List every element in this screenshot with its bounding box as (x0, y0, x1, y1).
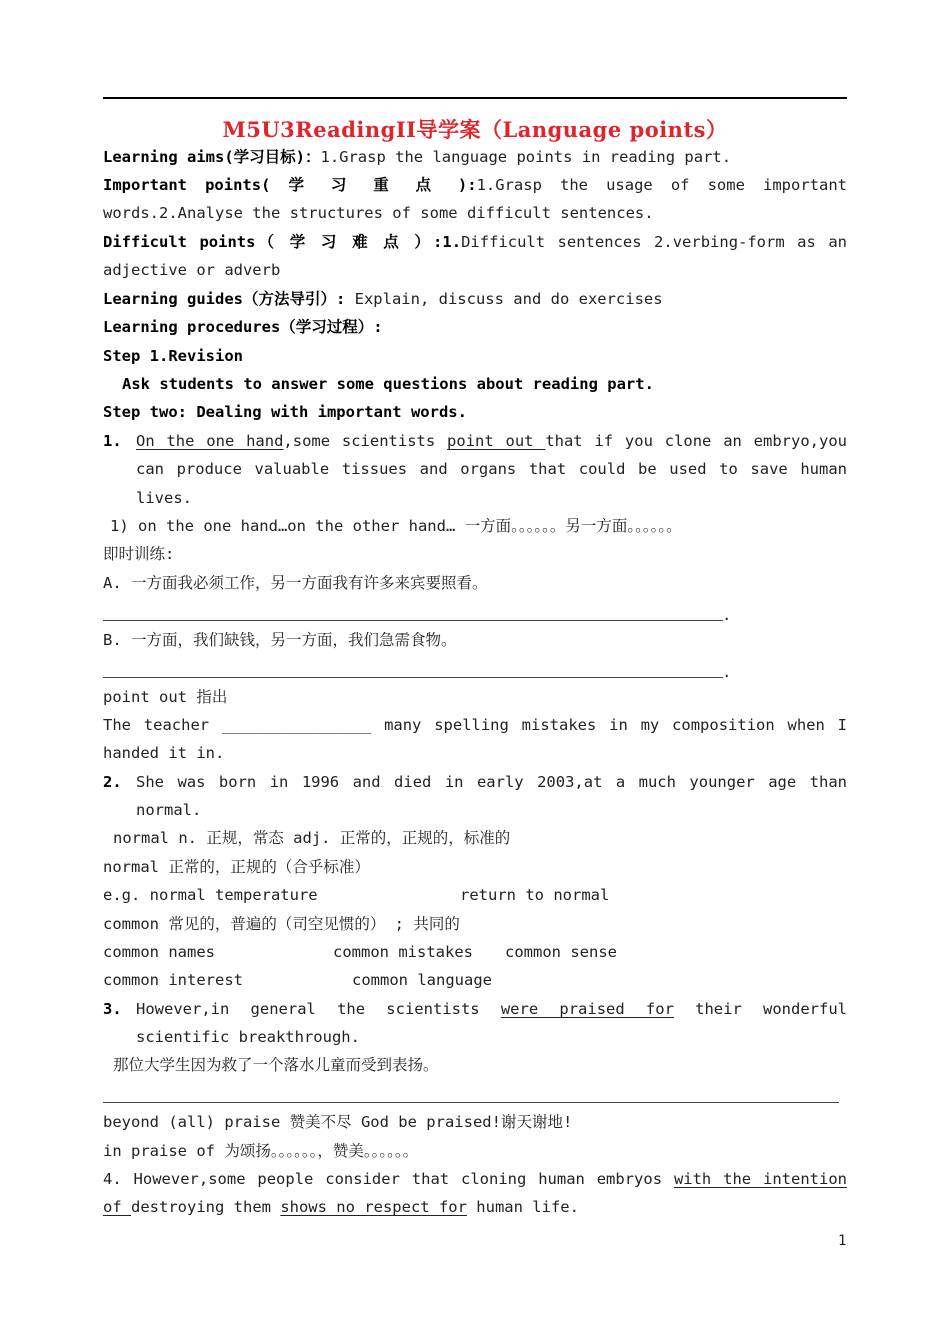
item3-num: 3. (103, 1000, 122, 1018)
beyond-praise: beyond (all) praise 赞美不尽 God be praised!谢天谢地! (103, 1113, 573, 1131)
step1-heading: Step 1.Revision (103, 347, 243, 365)
normal-eg-2: return to normal (460, 886, 610, 904)
aims-line (103, 143, 847, 171)
practice-label: 即时训练: (103, 545, 175, 563)
page-title: M5U3ReadingII导学案（Language points） (222, 117, 728, 142)
answer-line-c (103, 1102, 839, 1103)
difficult-label: Difficult points（ 学 习 难 点 ）: (103, 233, 443, 251)
item3-line-2: scientific breakthrough. (136, 1028, 360, 1046)
pointout-line-2: handed it in. (103, 744, 225, 762)
pointout-text-1: The teacher (103, 716, 210, 734)
item2-line-2: normal. (136, 801, 202, 819)
pointout-line-1 (103, 711, 847, 739)
guides-line (103, 285, 847, 313)
item1-sub: 1) on the one hand…on the other hand… 一方面。。。。。。另一方面。。。。。。 (110, 517, 682, 535)
item3-text-2: their wonderful (673, 1000, 848, 1018)
pointout-heading: point out 指出 (103, 688, 228, 706)
difficult-text-1: Difficult sentences 2.verbing-form as an (461, 233, 847, 251)
in-praise-of: in praise of 为颂扬。。。。。。，赞美。。。。。。 (103, 1142, 419, 1160)
guides-label: Learning guides（方法导引）: (103, 290, 346, 308)
common-names: common names (103, 943, 215, 961)
step2-heading: Step two: Dealing with important words. (103, 403, 467, 421)
answer-dot-b: . (722, 663, 732, 681)
answer-line-b (103, 677, 723, 678)
item4-text-2: destroying them (131, 1198, 281, 1216)
difficult-num: 1. (442, 233, 462, 251)
step1-text: Ask students to answer some questions about reading part. (122, 375, 654, 393)
normal-def-2: normal 正常的，正规的（合乎标准） (103, 858, 370, 876)
practice-b: B. 一方面，我们缺钱，另一方面，我们急需食物。 (103, 631, 457, 649)
item1-text-1: ,some scientists (283, 432, 448, 450)
aims-label: Learning aims(学习目标)： (103, 148, 321, 166)
aims-text: 1.Grasp the language points in reading part. (320, 148, 732, 166)
common-mistakes: common mistakes (333, 943, 473, 961)
procedures-label: Learning procedures（学习过程）: (103, 318, 383, 336)
item3-translation: 那位大学生因为救了一个落水儿童而受到表扬。 (113, 1056, 439, 1074)
common-sense: common sense (505, 943, 617, 961)
answer-dot-a: . (722, 606, 732, 624)
guides-text: Explain, discuss and do exercises (345, 290, 663, 308)
important-line-1 (103, 171, 847, 199)
important-text-1: 1.Grasp the usage of some important (476, 176, 847, 194)
difficult-line-2: adjective or adverb (103, 261, 281, 279)
answer-line-a (103, 620, 723, 621)
item2-num: 2. (103, 773, 122, 791)
pointout-blank: ________________ (221, 716, 372, 734)
phrase-shows-no-respect-for: shows no respect for (280, 1198, 467, 1216)
phrase-of: of (103, 1198, 131, 1216)
common-interest: common interest (103, 971, 243, 989)
common-language: common language (352, 971, 492, 989)
item1-line-2: can produce valuable tissues and organs that could be used to save human (136, 460, 847, 478)
item4-text-1: 4. However,some people consider that cloning human embryos (103, 1170, 674, 1188)
item1-num: 1. (103, 432, 122, 450)
phrase-on-the-one-hand: On the one hand (136, 432, 284, 450)
difficult-line-1 (103, 228, 847, 256)
important-label: Important points( 学 习 重 点 ): (103, 176, 477, 194)
normal-def-1: normal n. 正规，常态 adj. 正常的，正规的，标准的 (113, 829, 511, 847)
normal-eg-1: e.g. normal temperature (103, 886, 318, 904)
item1-line-1 (136, 427, 847, 455)
common-def: common 常见的，普遍的（司空见惯的） ; 共同的 (103, 915, 460, 933)
practice-a: A. 一方面我必须工作，另一方面我有许多来宾要照看。 (103, 574, 488, 592)
item3-text-1: However,in general the scientists (136, 1000, 501, 1018)
important-line-2: words.2.Analyse the structures of some difficult sentences. (103, 204, 654, 222)
item4-line-2 (103, 1193, 847, 1221)
item1-line-3: lives. (136, 489, 192, 507)
page-number: 1 (838, 1233, 847, 1249)
item4-text-3: human life. (466, 1198, 579, 1216)
item2-line-1: She was born in 1996 and died in early 2003,at a much younger age than (136, 773, 847, 791)
item4-line-1 (103, 1165, 847, 1193)
item1-text-2: that if you clone an embryo,you (545, 432, 847, 450)
phrase-were-praised-for: were praised for (500, 1000, 674, 1018)
phrase-with-the-intention: with the intention (673, 1170, 847, 1188)
item3-line-1 (136, 995, 847, 1023)
top-rule (103, 97, 847, 99)
pointout-text-2: many spelling mistakes in my composition when I (384, 716, 847, 734)
phrase-point-out: point out (447, 432, 546, 450)
